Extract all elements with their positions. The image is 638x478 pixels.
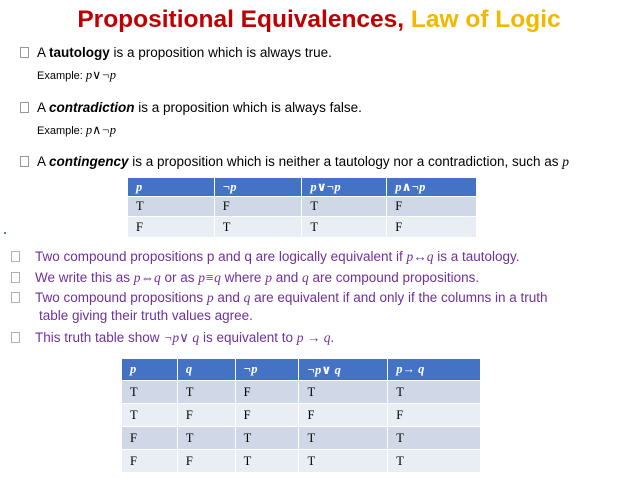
table-row: T F T F (128, 197, 477, 217)
table-row: T F F F F (122, 404, 481, 427)
tautology-definition: A tautology is a proposition which is always true. (20, 45, 332, 60)
table-header-row (128, 178, 477, 197)
table-header-cell: p (128, 178, 215, 197)
checkbox-bullet-icon (20, 47, 29, 58)
table-header-row (122, 359, 481, 381)
bullet-icon (11, 272, 20, 283)
table-row: F T T T T (122, 427, 481, 450)
bullet-icon (11, 251, 20, 262)
bullet-icon (11, 292, 20, 303)
bullet-truth-table-note: This truth table show ¬p∨ q is equivalent to p → q. (11, 330, 334, 346)
bullet-equivalence-definition: Two compound propositions p and q are logically equivalent if p↔q is a tautology. (11, 249, 520, 265)
table-header-cell: ¬p (214, 178, 302, 197)
table-header-cell: q (177, 359, 235, 381)
tautology-example: Example: p∨¬p (37, 68, 117, 82)
table-row: F T T F (128, 217, 477, 238)
table-header-cell: p (122, 359, 178, 381)
table-header-cell: p→ q (388, 359, 481, 381)
contradiction-definition: A contradiction is a proposition which is always false. (20, 100, 362, 115)
table-header-cell: p∧¬p (387, 178, 477, 197)
checkbox-bullet-icon (20, 156, 29, 167)
tautology-term: tautology (49, 45, 110, 60)
checkbox-bullet-icon (20, 102, 29, 113)
title-main: Propositional Equivalences, (77, 6, 405, 33)
table-header-cell: ¬p∨ q (299, 359, 388, 381)
contingency-definition: A contingency is a proposition which is neither a tautology nor a contradiction, such as p (20, 154, 569, 170)
table-row: T T F T T (122, 381, 481, 404)
table-header-cell: ¬p (235, 359, 299, 381)
bullet-columns-agree-continued: table giving their truth values agree. (39, 308, 253, 323)
contingency-term: contingency (49, 154, 129, 169)
truth-table-tautology (127, 177, 477, 238)
contradiction-example: Example: p∧¬p (37, 123, 117, 137)
bullet-columns-agree: Two compound propositions p and q are equivalent if and only if the columns in a truth (11, 290, 548, 306)
truth-table-equivalence (121, 358, 481, 473)
table-header-cell: p∨¬p (302, 178, 387, 197)
stray-dot (4, 232, 6, 234)
bullet-notation: We write this as p⇔q or as p≡q where p and q are compound propositions. (11, 270, 479, 286)
title-highlight: Law of Logic (410, 6, 561, 33)
bullet-icon (11, 332, 20, 343)
table-row: F F T T T (122, 450, 481, 473)
slide-title (0, 6, 638, 34)
contradiction-term: contradiction (49, 100, 135, 115)
